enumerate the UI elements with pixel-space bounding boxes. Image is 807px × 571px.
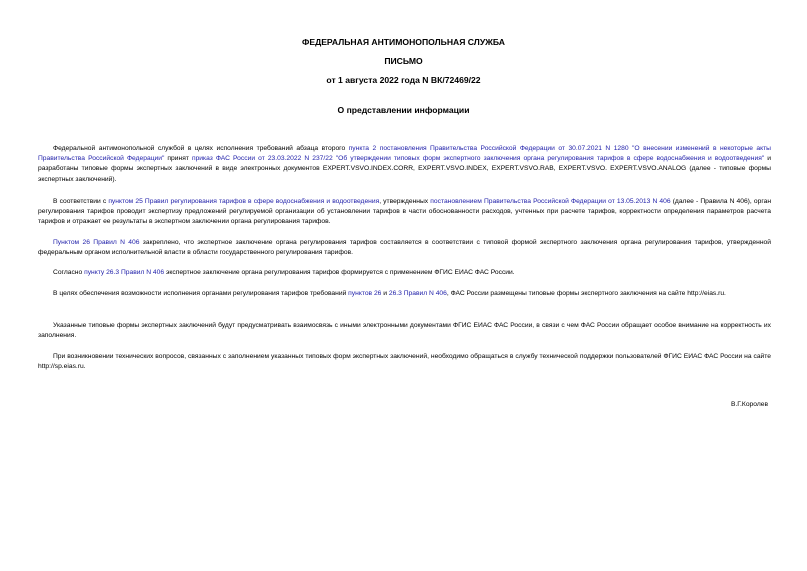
- paragraph-text: В целях обеспечения возможности исполнения органами регулирования тарифов требований: [53, 290, 349, 297]
- paragraph-5: [38, 289, 771, 299]
- document-date-number: от 1 августа 2022 года N ВК/72469/22: [326, 75, 481, 85]
- paragraph-4: [38, 268, 771, 278]
- order-237-22-link[interactable]: приказ ФАС России от 23.03.2022 N 237/22 "Об утверждении типовых форм экспертного заключения органа регулирования тарифов в сфере водоснабжения и водоотведения": [191, 155, 765, 163]
- paragraph-text: экспертное заключение органа регулирования тарифов формируется с применением ФГИС ЕИАС ФАС России.: [164, 269, 515, 276]
- paragraph-text: и: [381, 290, 389, 297]
- rule-25-link[interactable]: пунктом 25 Правил регулирования тарифов в сфере водоснабжения и водоотведения: [108, 198, 380, 205]
- decree-1280-link[interactable]: пункта 2 постановления Правительства Российской Федерации от 30.07.2021 N 1280 "О внесении изменений в некоторые акты Правительства Российской Федерации": [38, 145, 771, 163]
- paragraph-7: [38, 352, 771, 372]
- paragraph-text: При возникновении технических вопросов, связанных с заполнением указанных типовых форм экспертных заключений, необходимо обращаться в службу технической поддержки пользователей ФГИС ЕИАС ФАС России на сайте http://sp.eias.ru.: [38, 353, 771, 371]
- paragraph-text: , ФАС России размещены типовые формы экспертного заключения на сайте http://eias.ru.: [446, 290, 726, 297]
- paragraph-1: [38, 144, 771, 185]
- paragraph-2: [38, 197, 771, 228]
- paragraph-3: [38, 238, 771, 258]
- paragraph-text: , утвержденных: [379, 198, 431, 205]
- signature: В.Г.Королев: [730, 401, 768, 408]
- paragraph-text: Федеральной антимонопольной службой в целях исполнения требований абзаца второго: [53, 145, 349, 152]
- rule-26-link[interactable]: Пунктом 26 Правил N 406: [53, 239, 140, 246]
- paragraph-6: [38, 321, 771, 341]
- rule-26-3-link[interactable]: 26.3 Правил N 406: [388, 290, 447, 297]
- document-type: ПИСЬМО: [384, 56, 423, 66]
- paragraph-text: Согласно: [53, 269, 85, 276]
- document-subject: О представлении информации: [337, 105, 470, 115]
- paragraph-text: закреплено, что экспертное заключение органа регулирования тарифов составляется в соответствии с типовой формой экспертного заключения органа регулирования тарифов, утвержденной федеральным органом исполнительной власти в области государственного регулирования тарифов.: [38, 239, 771, 257]
- paragraph-text: принят: [164, 155, 192, 163]
- points-26-link[interactable]: пунктов 26: [348, 290, 382, 297]
- agency-title: ФЕДЕРАЛЬНАЯ АНТИМОНОПОЛЬНАЯ СЛУЖБА: [302, 37, 505, 47]
- paragraph-text: Указанные типовые формы экспертных заключений будут предусматривать взаимосвязь с иными электронными документами ФГИС ЕИАС ФАС России, в связи с чем ФАС России обращает особое внимание на корректность их заполнения.: [38, 322, 771, 340]
- paragraph-text: и разработаны типовые формы экспертных заключений в виде электронных документов EXPERT.VSVO.INDEX.CORR, EXPERT.VSVO.INDEX, EXPERT.VSVO.RAB, EXPERT.VSVO. EXPERT.VSVO.ANALOG (далее - типовые формы экспертных заключений).: [38, 155, 771, 183]
- paragraph-text: (далее - Правила N 406), орган регулирования тарифов проводит экспертизу предложений регулируемой организации об установлении тарифов в части обоснованности расходов, учтенных при расчете тарифов, корректности определения параметров расчета тарифов и отражает ее результаты в экспертном заключении органа регулирования тарифов.: [38, 198, 772, 226]
- decree-406-link[interactable]: постановлением Правительства Российской Федерации от 13.05.2013 N 406: [430, 198, 671, 205]
- paragraph-text: В соответствии с: [53, 198, 109, 205]
- rule-26-3-link[interactable]: пункту 26.3 Правил N 406: [84, 269, 165, 276]
